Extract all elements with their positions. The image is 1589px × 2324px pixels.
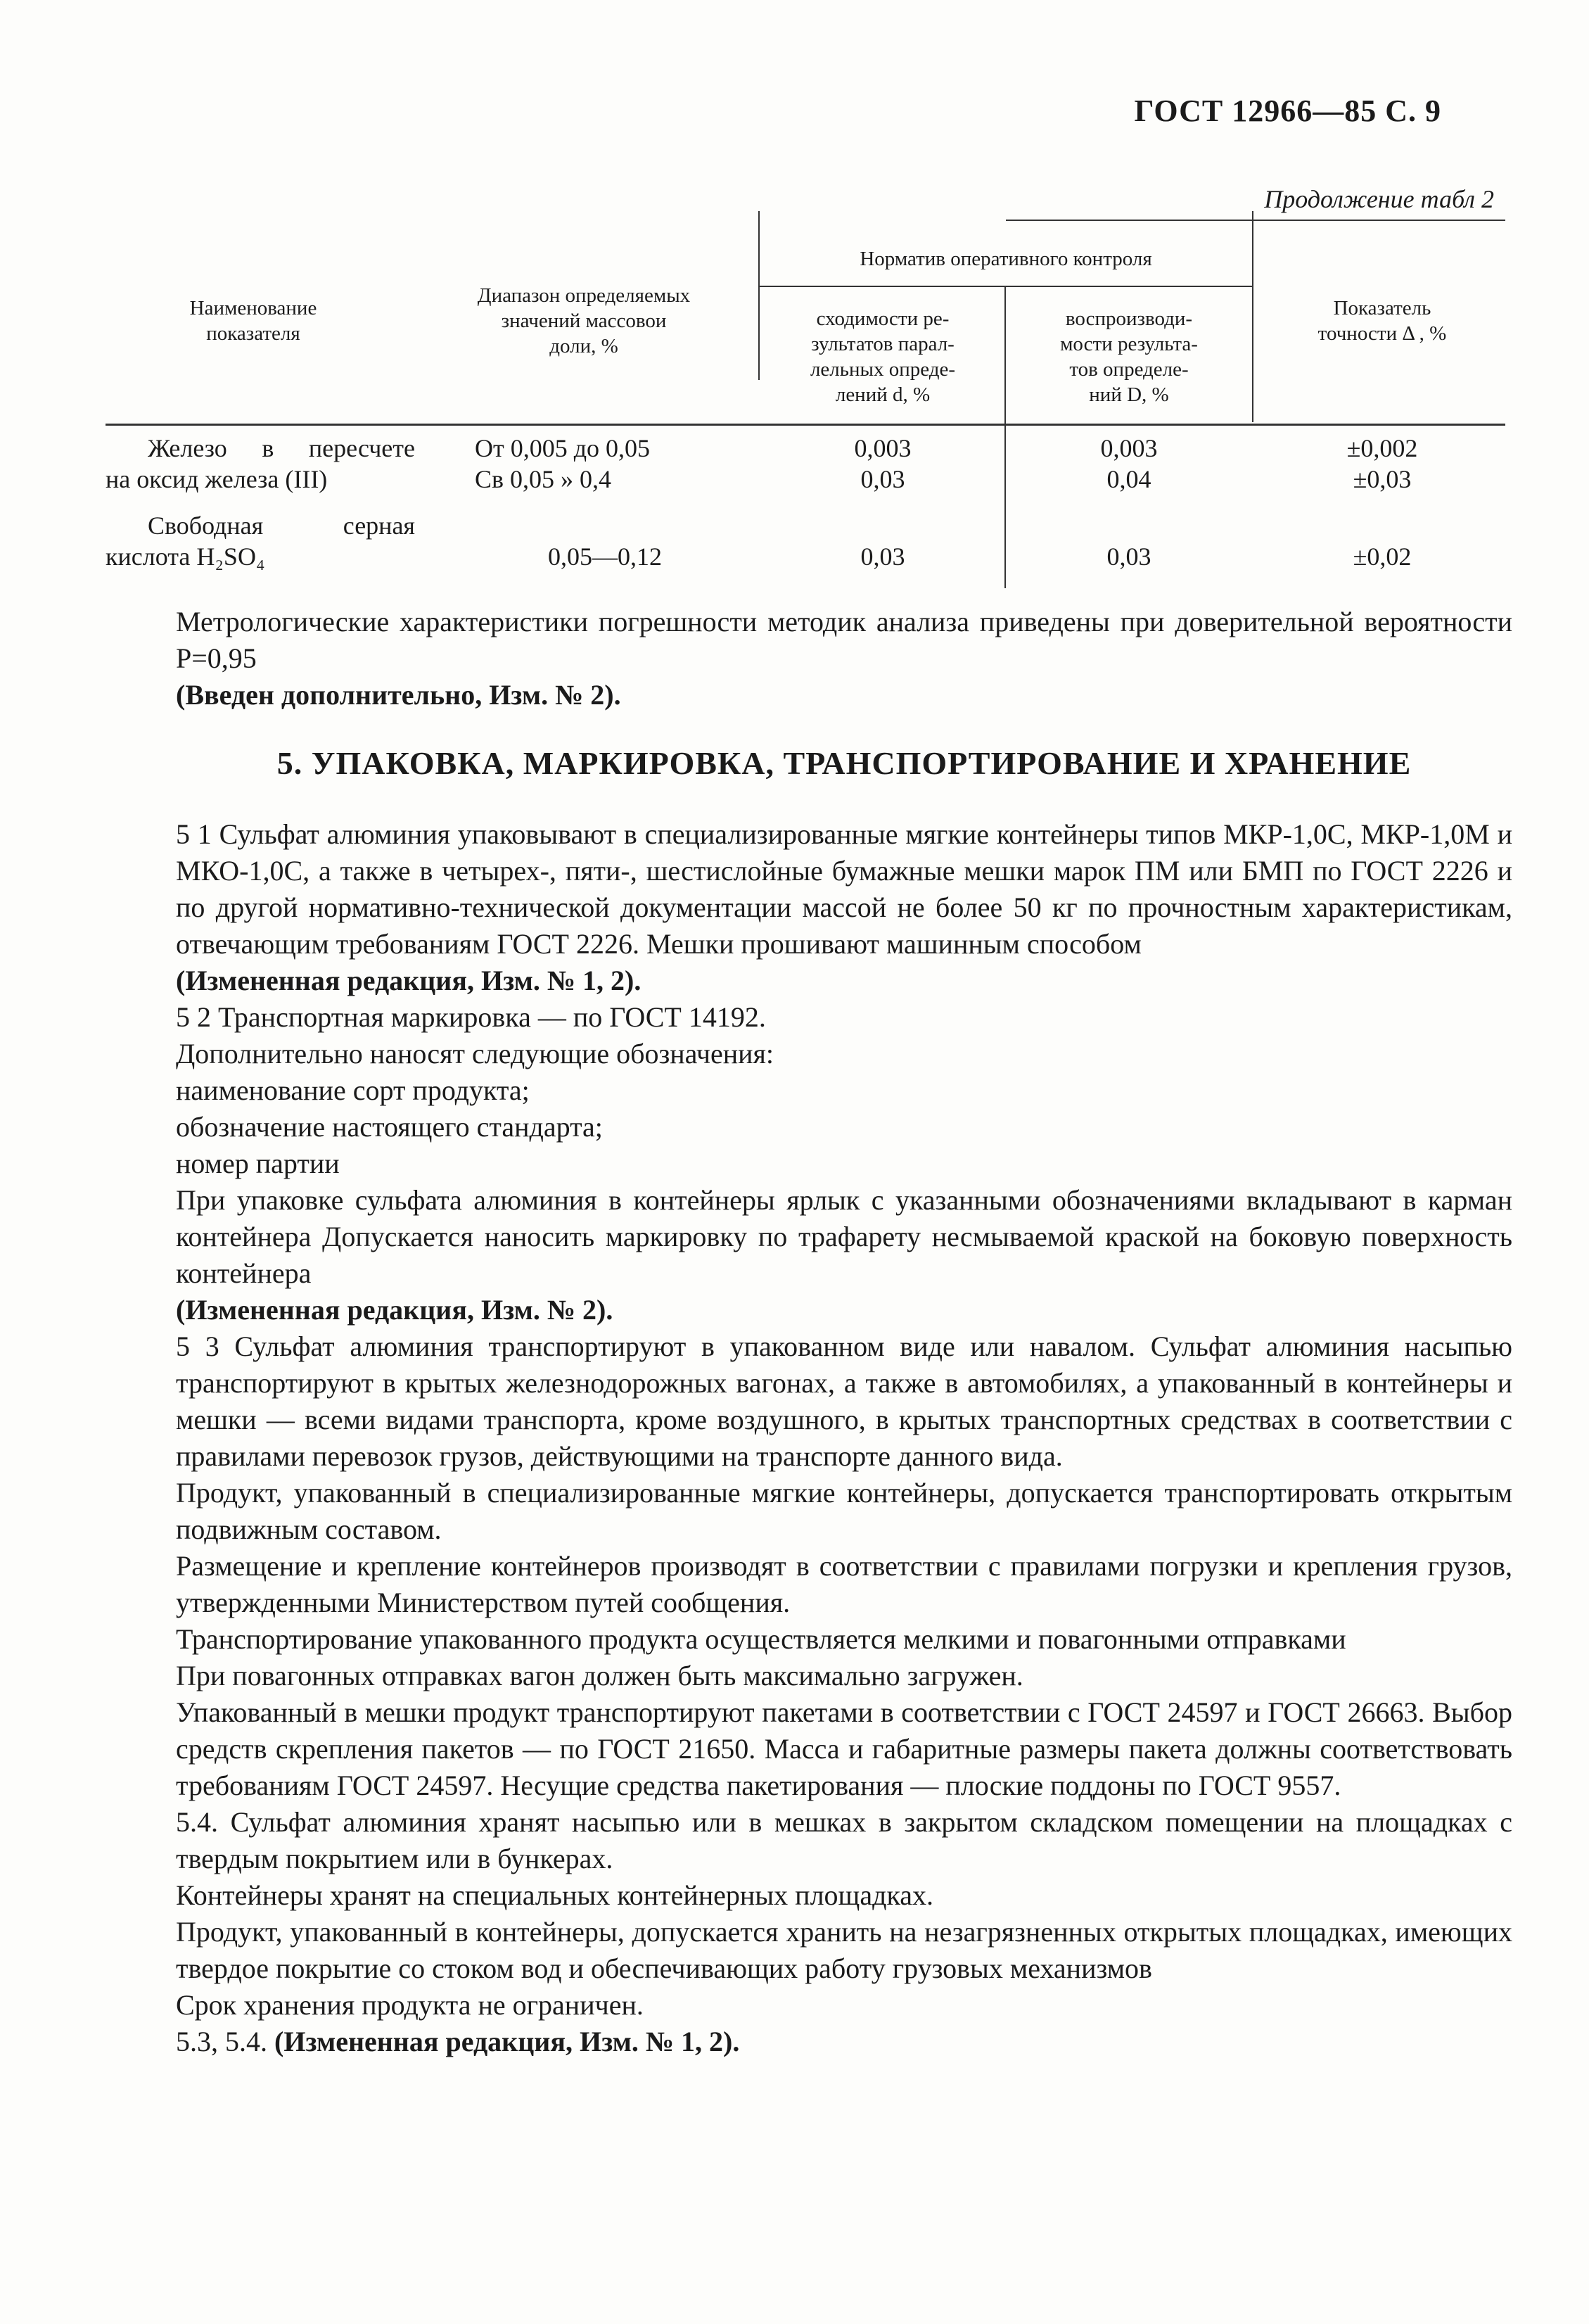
table-caption: Продолжение табл 2 [1264, 185, 1494, 213]
row-iron-name: Железо в пересчете на оксид железа (III) [106, 434, 415, 493]
col-divider-1 [758, 211, 760, 380]
row-acid-name: Свободная серная кислота H₂SO₄ [106, 512, 415, 571]
paragraph-label: При упаковке сульфата алюминия в контейнеры ярлык с указанными обозначениями вкладывают в карман контейнера Допускается наносить маркировку по трафарету несмываемой краской на боковую поверхность контейнера [176, 1184, 1512, 1289]
col-divider-3 [1252, 211, 1253, 422]
header-top-right-line [1006, 220, 1505, 221]
header-range: Диапазон определяемых значений массовои доли, % [477, 284, 691, 357]
header-reproducibility: воспроизводи- мости результа- тов определе- ний D, % [1060, 307, 1198, 406]
metrology-block [176, 604, 1512, 713]
header-name: Наименование показателя [189, 297, 317, 345]
paragraph-designations: Дополнительно наносят следующие обозначения: [176, 1038, 774, 1069]
row-acid-reproducibility: 0,03 [1106, 542, 1151, 571]
table-2-continued [106, 211, 1505, 591]
paragraph-5-4: 5.4. Сульфат алюминия хранят насыпью или в мешках в закрытом складском помещении на площадках с твердым покрытием или в бункерах. [176, 1806, 1512, 1874]
paragraph-shelf-life: Срок хранения продукта не ограничен. [176, 1989, 644, 2021]
paragraph-5-1: 5 1 Сульфат алюминия упаковывают в специализированные мягкие контейнеры типов МКР-1,0С, МКР-1,0М и МКО-1,0С, а также в четырех-, пяти-, шестислойные бумажные мешки марок ПМ или БМП по ГОСТ 2226 и по другой нормативно-технической документации массой не более 50 кг по прочностным характеристикам, отвечающим требованиям ГОСТ 2226. Мешки прошивают машинным способом [176, 818, 1512, 960]
paragraph-packets: Упакованный в мешки продукт транспортируют пакетами в соответствии с ГОСТ 24597 и ГОСТ 26663. Выбор средств скрепления пакетов — по ГОСТ 21650. Масса и габаритные размеры пакета должны соответствовать требованиям ГОСТ 24597. Несущие средства пакетирования — плоские поддоны по ГОСТ 9557. [176, 1696, 1512, 1801]
metrology-text: Метрологические характеристики погрешности методик анализа приведены при доверительной вероятности P=0,95 [176, 606, 1512, 674]
paragraph-shipments: Транспортирование упакованного продукта осуществляется мелкими и повагонными отправками [176, 1623, 1346, 1655]
page-header: ГОСТ 12966—85 С. 9 [1134, 94, 1441, 128]
row-acid-convergence: 0,03 [860, 542, 905, 571]
metrology-note: (Введен дополнительно, Изм. № 2). [176, 679, 621, 711]
list-item-batch: номер партии [176, 1148, 340, 1179]
row-iron-reproducibility: 0,003 0,04 [1100, 434, 1158, 493]
final-amendment-bold: (Измененная редакция, Изм. № 1, 2). [274, 2026, 740, 2057]
final-amendment-prefix: 5.3, 5.4. [176, 2026, 267, 2057]
row-iron-convergence: 0,003 0,03 [854, 434, 912, 493]
final-amendment-note [176, 2024, 1512, 2060]
paragraph-wagon-load: При повагонных отправках вагон должен быть максимально загружен. [176, 1660, 1023, 1691]
amendment-note-2: (Измененная редакция, Изм. № 2). [176, 1294, 613, 1326]
header-bottom-line [106, 424, 1505, 426]
row-acid-range: 0,05—0,12 [548, 542, 662, 571]
paragraph-5-2: 5 2 Транспортная маркировка — по ГОСТ 14192. [176, 1001, 766, 1033]
list-item-name-grade: наименование сорт продукта; [176, 1074, 530, 1106]
group-under-line [760, 286, 1252, 287]
section-5-body [176, 816, 1512, 2060]
paragraph-container-storage: Контейнеры хранят на специальных контейнерных площадках. [176, 1879, 934, 1911]
paragraph-open-transport: Продукт, упакованный в специализированные мягкие контейнеры, допускается транспортировать открытым подвижным составом. [176, 1477, 1512, 1545]
list-item-standard: обозначение настоящего стандарта; [176, 1111, 603, 1143]
header-convergence: сходимости ре- зультатов парал- лельных опреде- лений d, % [810, 307, 956, 406]
header-norm-group: Норматив оперативного контроля [860, 248, 1152, 270]
row-acid-accuracy: ±0,02 [1353, 542, 1412, 571]
row-iron-range: От 0,005 до 0,05 Св 0,05 » 0,4 [475, 434, 651, 493]
amendment-note-1: (Измененная редакция, Изм. № 1, 2). [176, 965, 642, 996]
paragraph-open-storage: Продукт, упакованный в контейнеры, допускается хранить на незагрязненных открытых площадках, имеющих твердое покрытие со стоком вод и обеспечивающих работу грузовых механизмов [176, 1916, 1512, 1984]
section-5-title: 5. УПАКОВКА, МАРКИРОВКА, ТРАНСПОРТИРОВАНИЕ И ХРАНЕНИЕ [276, 745, 1412, 781]
header-accuracy: Показатель точности Δ , % [1317, 297, 1447, 345]
paragraph-fastening: Размещение и крепление контейнеров производят в соответствии с правилами погрузки и крепления грузов, утвержденными Министерством путей сообщения. [176, 1550, 1512, 1618]
paragraph-5-3: 5 3 Сульфат алюминия транспортируют в упакованном виде или навалом. Сульфат алюминия насыпью транспортируют в крытых железнодорожных вагонах, а также в автомобилях, а упакованный в контейнеры и мешки — всеми видами транспорта, кроме воздушного, в крытых транспортных средствах в соответствии с правилами перевозок грузов, действующими на транспорте данного вида. [176, 1331, 1512, 1472]
row-iron-accuracy: ±0,002 ±0,03 [1346, 434, 1418, 493]
